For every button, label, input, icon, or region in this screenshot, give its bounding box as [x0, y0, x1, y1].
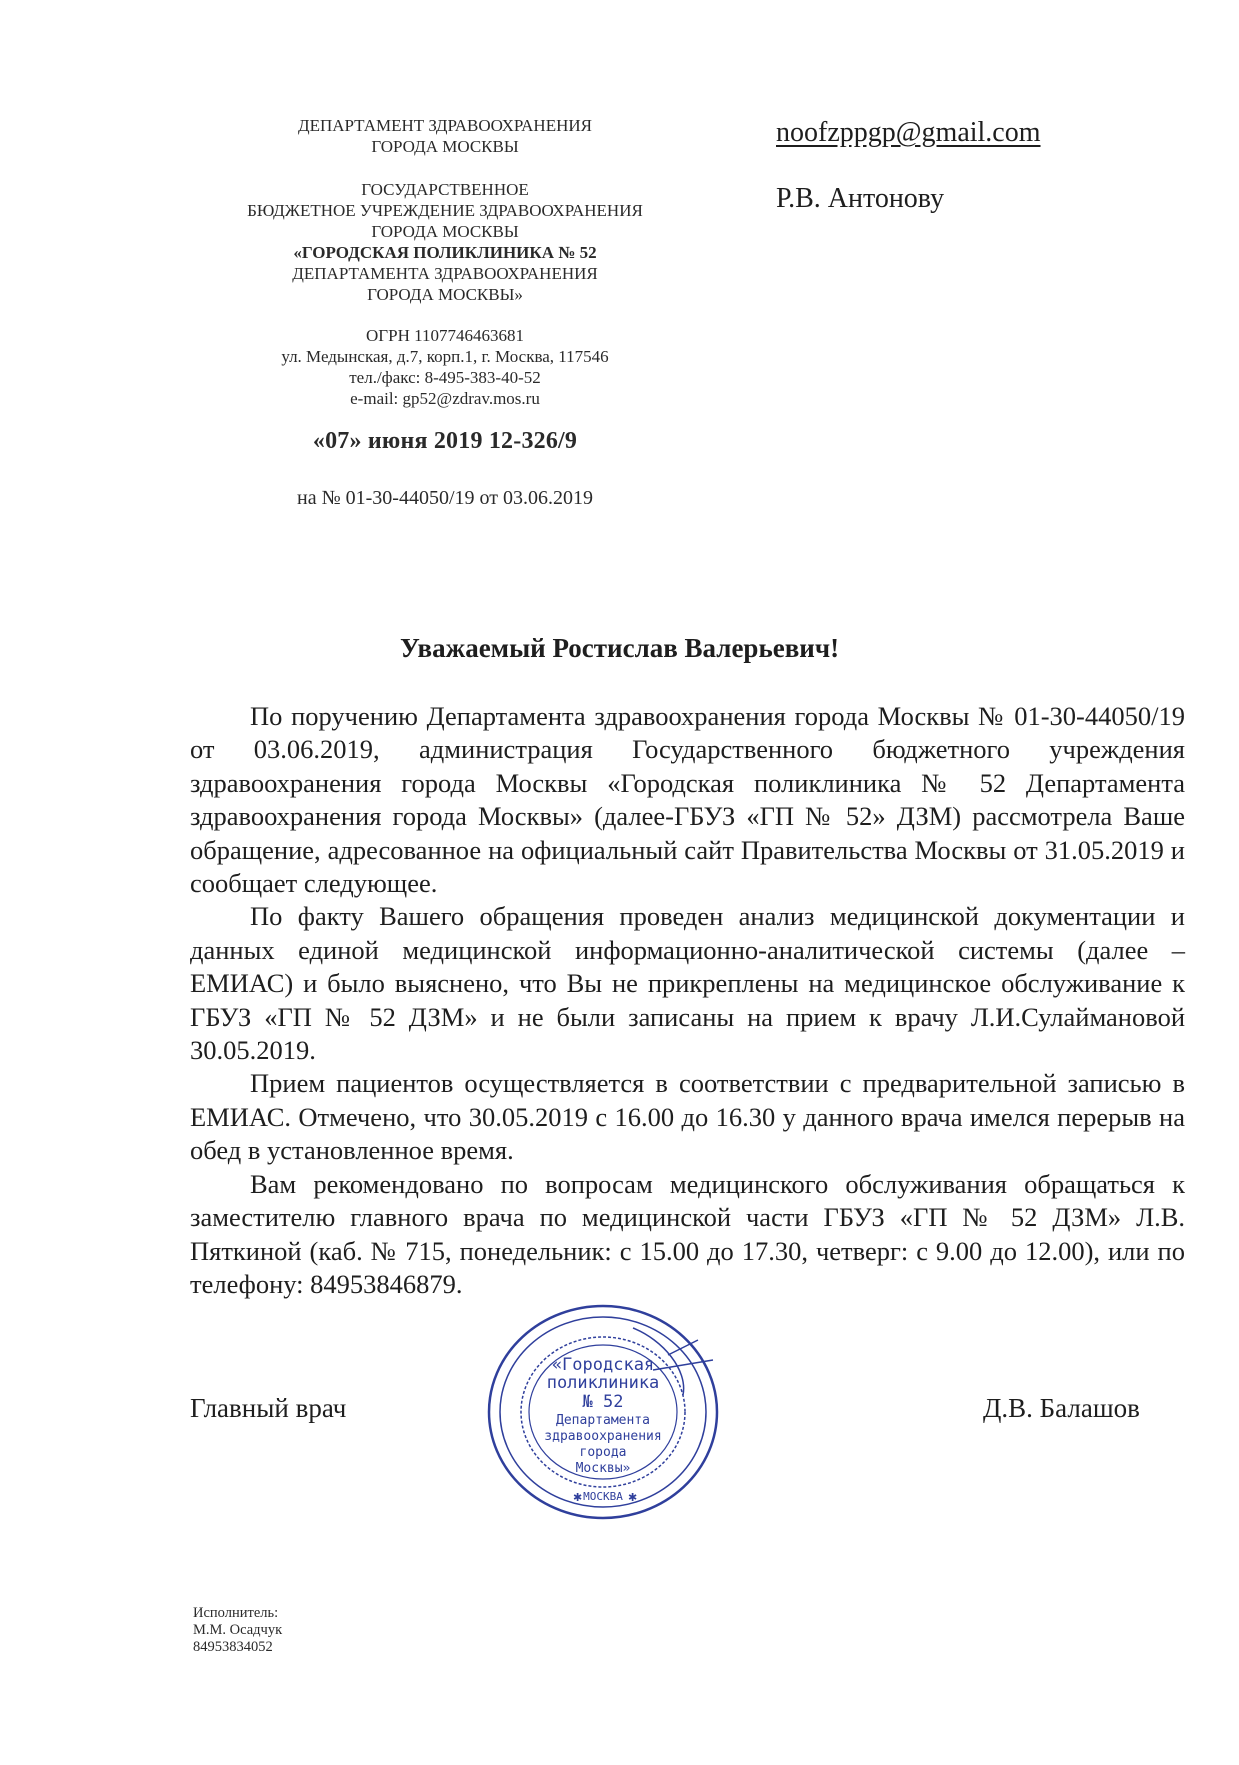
- seal-text: здравоохранения: [544, 1429, 662, 1444]
- svg-text:✱: ✱: [628, 1491, 638, 1504]
- letterhead: [200, 115, 690, 509]
- letterhead-org-name: «ГОРОДСКАЯ ПОЛИКЛИНИКА № 52: [293, 243, 597, 262]
- executor-block: [193, 1605, 282, 1656]
- letterhead-phone: тел./факс: 8-495-383-40-52: [349, 368, 541, 387]
- executor-label: Исполнитель:: [193, 1605, 279, 1621]
- svg-text:✱: ✱: [573, 1491, 583, 1504]
- body-paragraph: По поручению Департамента здравоохранения города Москвы № 01-30-44050/19 от 03.06.2019, администрация Государственного бюджетного учреждения здравоохранения города Москвы «Городская поликлиника № 52 Департамента здравоохранения города Москвы» (далее-ГБУЗ «ГП № 52» ДЗМ) рассмотрела Ваше обращение, адресованное на официальный сайт Правительства Москвы от 31.05.2019 и сообщает следующее.: [190, 701, 1185, 899]
- clinic-seal-stamp: [483, 1300, 723, 1525]
- letter-body: [190, 700, 1185, 1301]
- signature-name: Д.В. Балашов: [983, 1393, 1140, 1423]
- signature-title: Главный врач: [190, 1393, 347, 1423]
- letterhead-org-line: ГОРОДА МОСКВЫ»: [367, 285, 523, 304]
- body-paragraph: Вам рекомендовано по вопросам медицинского обслуживания обращаться к заместителю главного врача по медицинской части ГБУЗ «ГП № 52 ДЗМ» Л.В. Пяткиной (каб. № 715, понедельник: с 15.00 до 17.30, четверг: с 9.00 до 12.00), или по телефону: 84953846879.: [190, 1168, 1185, 1299]
- seal-text: поликлиника: [546, 1373, 660, 1393]
- outgoing-number: «07» июня 2019 12-326/9: [312, 428, 578, 454]
- letterhead-org-line: БЮДЖЕТНОЕ УЧРЕЖДЕНИЕ ЗДРАВООХРАНЕНИЯ: [247, 201, 643, 220]
- in-reply-to: на № 01-30-44050/19 от 03.06.2019: [296, 487, 593, 509]
- body-paragraph: По факту Вашего обращения проведен анализ медицинской документации и данных единой медицинской информационно-аналитической системы (далее – ЕМИАС) и было выяснено, что Вы не прикреплены на медицинское обслуживание к ГБУЗ «ГП № 52 ДЗМ» и не были записаны на прием к врачу Л.И.Сулаймановой 30.05.2019.: [190, 901, 1185, 1066]
- executor-name: М.М. Осадчук: [193, 1622, 283, 1638]
- body-paragraph: Прием пациентов осуществляется в соответствии с предварительной записью в ЕМИАС. Отмечено, что 30.05.2019 с 16.00 до 16.30 у данного врача имелся перерыв на обед в установленное время.: [190, 1068, 1185, 1166]
- seal-text: города: [579, 1445, 627, 1460]
- executor-phone: 84953834052: [193, 1639, 273, 1655]
- letterhead-org-line: ГОРОДА МОСКВЫ: [371, 222, 519, 241]
- recipient-name: Р.В. Антонову: [776, 183, 945, 214]
- recipient-email-link[interactable]: noofzppgp@gmail.com: [776, 117, 1041, 148]
- letterhead-email: e-mail: gp52@zdrav.mos.ru: [350, 389, 540, 408]
- letterhead-ogrn: ОГРН 1107746463681: [366, 326, 524, 345]
- letterhead-org-line: ГОСУДАРСТВЕННОЕ: [361, 180, 529, 199]
- salutation: Уважаемый Ростислав Валерьевич!: [399, 633, 840, 663]
- letterhead-address: ул. Медынская, д.7, корп.1, г. Москва, 117546: [281, 347, 609, 366]
- letterhead-org-line: ДЕПАРТАМЕНТА ЗДРАВООХРАНЕНИЯ: [292, 264, 598, 283]
- seal-text: МОСКВА: [583, 1490, 623, 1503]
- seal-text: «Городская: [551, 1355, 655, 1375]
- letterhead-dept-line: ДЕПАРТАМЕНТ ЗДРАВООХРАНЕНИЯ: [297, 116, 592, 135]
- seal-text: Москвы»: [575, 1461, 631, 1476]
- seal-text: Департамента: [556, 1413, 650, 1428]
- seal-text: № 52: [582, 1392, 624, 1412]
- letterhead-dept-line: ГОРОДА МОСКВЫ: [371, 137, 519, 156]
- recipient-block: [776, 117, 1041, 215]
